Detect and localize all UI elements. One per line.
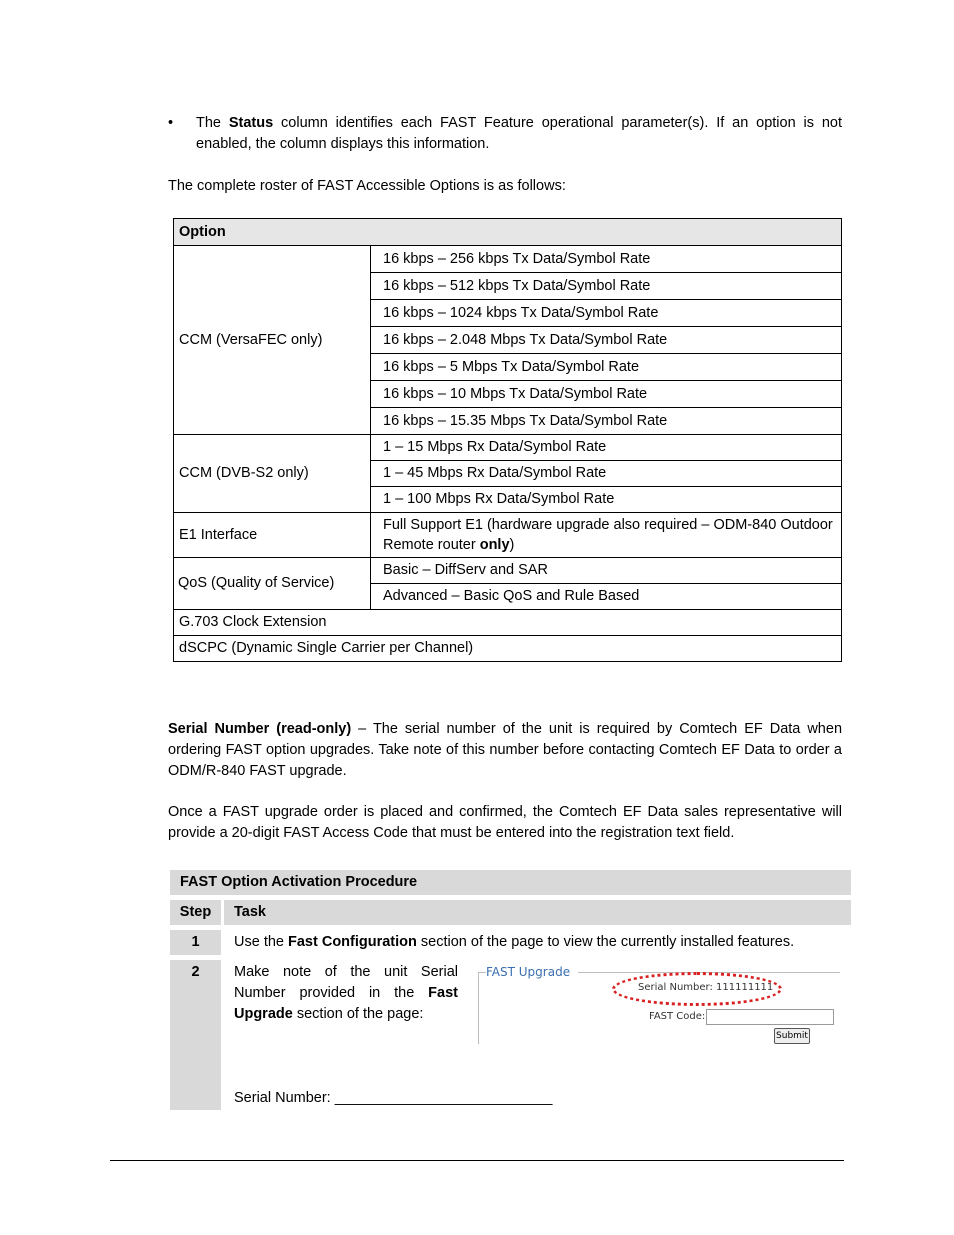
- option-rate: 16 kbps – 512 kbps Tx Data/Symbol Rate: [371, 273, 842, 300]
- step-2-task: Make note of the unit Serial Number provided in the Fast Upgrade section of the page:: [234, 964, 458, 1022]
- option-rate: 1 – 45 Mbps Rx Data/Symbol Rate: [371, 461, 842, 487]
- option-rate: 16 kbps – 1024 kbps Tx Data/Symbol Rate: [371, 300, 842, 327]
- option-rate: 1 – 100 Mbps Rx Data/Symbol Rate: [371, 487, 842, 513]
- step-column-header: Step: [170, 900, 221, 925]
- option-dscpc: dSCPC (Dynamic Single Carrier per Channel): [174, 636, 842, 662]
- option-rate: 16 kbps – 2.048 Mbps Tx Data/Symbol Rate: [371, 327, 842, 354]
- fast-options-table: [173, 218, 842, 662]
- option-rate: 1 – 15 Mbps Rx Data/Symbol Rate: [371, 435, 842, 461]
- fast-code-input[interactable]: [706, 1009, 834, 1025]
- option-g703: G.703 Clock Extension: [174, 610, 842, 636]
- serial-number-line: Serial Number: ___________________________: [234, 1090, 553, 1106]
- option-e1-interface: E1 Interface: [174, 513, 371, 558]
- fast-upgrade-screenshot: [478, 962, 840, 1046]
- option-rate: 16 kbps – 10 Mbps Tx Data/Symbol Rate: [371, 381, 842, 408]
- fast-code-label: FAST Code:: [649, 1011, 706, 1022]
- option-rate: 16 kbps – 256 kbps Tx Data/Symbol Rate: [371, 246, 842, 273]
- fieldset-top-border-left: [478, 972, 486, 973]
- task-column-header: Task: [224, 900, 851, 925]
- option-rate: 16 kbps – 5 Mbps Tx Data/Symbol Rate: [371, 354, 842, 381]
- bullet-icon: •: [168, 115, 174, 131]
- option-rate: Basic – DiffServ and SAR: [371, 558, 842, 584]
- status-bullet-text: The Status column identifies each FAST Feature operational parameter(s). If an option is not enabled, the column displays this information.: [196, 115, 842, 152]
- step-1-number: 1: [170, 930, 221, 955]
- procedure-title: FAST Option Activation Procedure: [170, 870, 851, 895]
- widget-serial-label: Serial Number: 111111111: [638, 982, 774, 993]
- fieldset-left-border: [478, 972, 479, 1044]
- step-2-number: 2: [170, 960, 221, 1110]
- footer-rule: [110, 1160, 844, 1161]
- option-qos: QoS (Quality of Service): [174, 558, 371, 610]
- step-1-task: Use the Fast Configuration section of the page to view the currently installed features.: [234, 934, 795, 950]
- roster-intro: The complete roster of FAST Accessible Options is as follows:: [168, 178, 566, 194]
- option-ccm-dvbs2: CCM (DVB-S2 only): [174, 435, 371, 513]
- option-rate: Advanced – Basic QoS and Rule Based: [371, 584, 842, 610]
- serial-number-paragraph: Serial Number (read-only) – The serial number of the unit is required by Comtech EF Data when ordering FAST option upgrades. Take note of this number before contacting Comtech EF Data to order a ODM/R-840 FAST upgrade.: [168, 721, 843, 779]
- option-rate: 16 kbps – 15.35 Mbps Tx Data/Symbol Rate: [371, 408, 842, 435]
- options-header: Option: [174, 219, 842, 246]
- option-ccm-versafec: CCM (VersaFEC only): [174, 246, 371, 435]
- option-e1-detail: Full Support E1 (hardware upgrade also required – ODM-840 Outdoor Remote router only): [371, 513, 842, 558]
- submit-button[interactable]: Submit: [774, 1028, 810, 1044]
- order-paragraph: Once a FAST upgrade order is placed and confirmed, the Comtech EF Data sales representative will provide a 20-digit FAST Access Code that must be entered into the registration text field.: [168, 804, 842, 841]
- fast-upgrade-legend: FAST Upgrade: [486, 965, 571, 979]
